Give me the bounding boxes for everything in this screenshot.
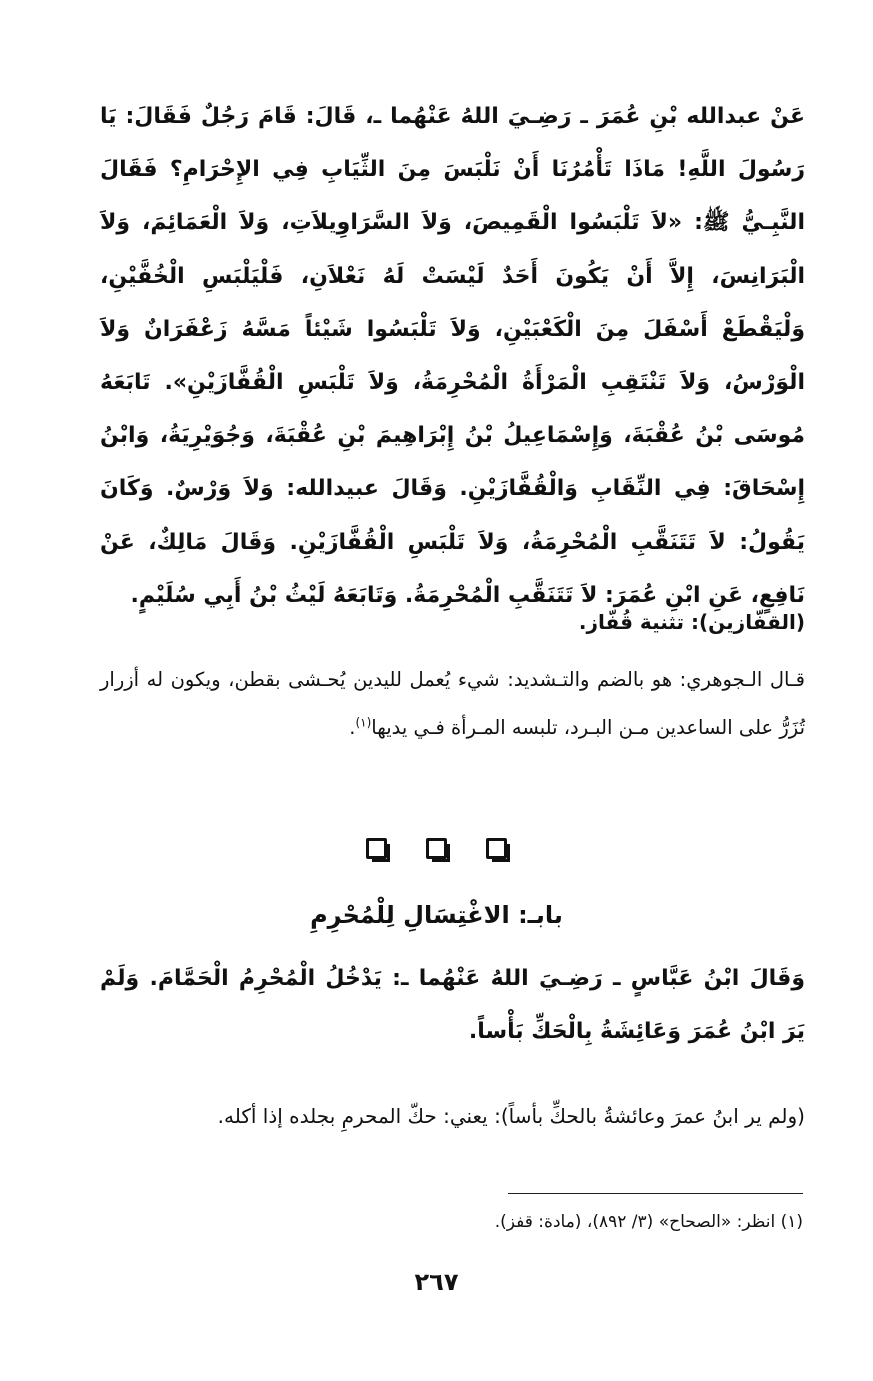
separator-box-icon [486,838,507,859]
page-number: ٢٦٧ [414,1268,459,1296]
footnote-divider [508,1193,803,1194]
chapter-title: بابـ: الاغْتِسَالِ لِلْمُحْرِمِ [310,901,563,929]
footnote-reference[interactable]: (١) [355,715,372,730]
hadith-paragraph: عَنْ عبدالله بْنِ عُمَرَ ـ رَضِـيَ اللهُ عَنْهُما ـ، قَالَ: قَامَ رَجُلٌ فَقَالَ: يَا رَسُولَ اللَّهِ! مَاذَا تَأْمُرُنَا أَنْ نَلْبَسَ مِنَ الثِّيَابِ فِي الإِحْرَامِ؟ فَقَالَ النَّبِـيُّ ﷺ: «لاَ تَلْبَسُوا الْقَمِيصَ، وَلاَ السَّرَاوِيلاَتِ، وَلاَ الْعَمَائِمَ، وَلاَ الْبَرَانِسَ، إِلاَّ أَنْ يَكُونَ أَحَدٌ لَيْسَتْ لَهُ نَعْلاَنِ، فَلْيَلْبَسِ الْخُفَّيْنِ، وَلْيَقْطَعْ أَسْفَلَ مِنَ الْكَعْبَيْنِ، وَلاَ تَلْبَسُوا شَيْئاً مَسَّهُ زَعْفَرَانٌ وَلاَ الْوَرْسُ، وَلاَ تَنْتَقِبِ الْمَرْأَةُ الْمُحْرِمَةُ، وَلاَ تَلْبَسِ الْقُفَّازَيْنِ». تَابَعَهُ مُوسَى بْنُ عُقْبَةَ، وَإِسْمَاعِيلُ بْنُ إِبْرَاهِيمَ بْنِ عُقْبَةَ، وَجُوَيْرِيَةُ، وَابْنُ إِسْحَاقَ: فِي النِّقَابِ وَالْقُفَّازَيْنِ. وَقَالَ عبيدالله: وَلاَ وَرْسٌ. وَكَانَ يَقُولُ: لاَ تَتَنَقَّبِ الْمُحْرِمَةُ، وَلاَ تَلْبَسِ الْقُفَّازَيْنِ. وَقَالَ مَالِكٌ، عَنْ نَافِعٍ، عَنِ ابْنِ عُمَرَ: لاَ تَتَنَقَّبِ الْمُحْرِمَةُ. وَتَابَعَهُ لَيْثُ بْنُ أَبِي سُلَيْمٍ. [100,104,805,608]
explanation-paragraph: (ولم ير ابنُ عمرَ وعائشةُ بالحكِّ بأساً): يعني: حكّ المحرمِ بجلده إذا أكله. [217,1104,805,1128]
definition-line: (القفّازين): تثنية قُفّاز. [578,610,805,634]
athar-paragraph: وَقَالَ ابْنُ عَبَّاسٍ ـ رَضِـيَ اللهُ عَنْهُما ـ: يَدْخُلُ الْمُحْرِمُ الْحَمَّامَ. وَلَمْ يَرَ ابْنُ عُمَرَ وَعَائِشَةُ بِالْحَكِّ بَأْساً. [100,966,805,1044]
section-separator [0,838,873,865]
footnote: (١) انظر: «الصحاح» (٣/ ٨٩٢)، (مادة: قفز). [494,1212,803,1232]
separator-box-icon [426,838,447,859]
note-end: . [349,716,356,739]
note-text: قـال الـجوهري: هو بالضم والتـشديد: شيء يُعمل لليدين يُحـشى بقطن، ويكون له أزرار تُزَرُّ على الساعدين مـن البـرد، تلبسه المـرأة فـي يديها [100,668,805,739]
separator-box-icon [366,838,387,859]
jawhari-note [100,656,805,752]
